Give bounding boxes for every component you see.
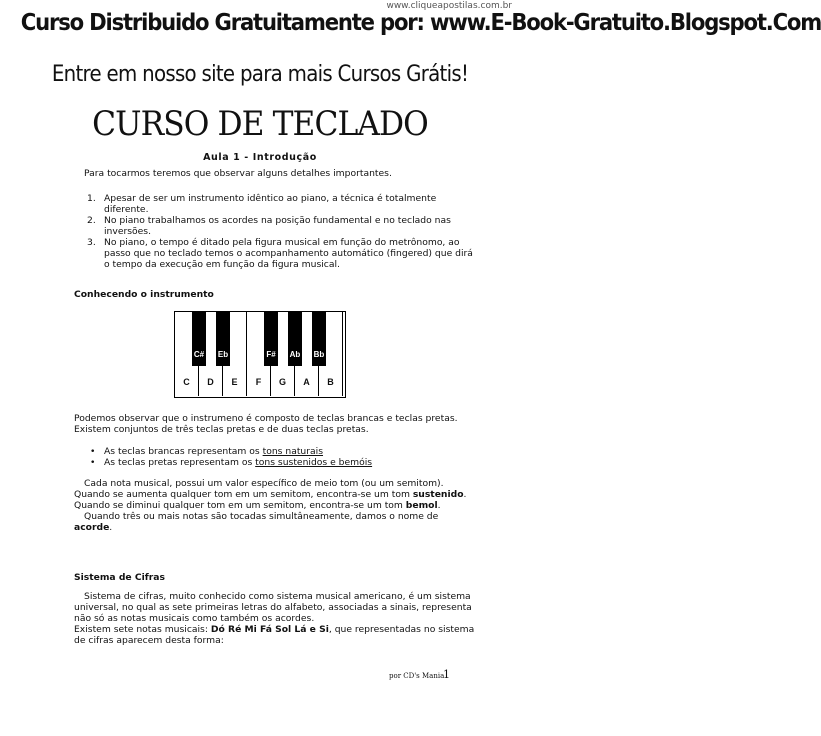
key-label: F#: [266, 350, 276, 359]
list-number: 2.: [87, 215, 96, 226]
footer-credit: por CD's Mania: [389, 672, 445, 680]
banner-line-2: Entre em nosso site para mais Cursos Grátis!: [51, 62, 469, 87]
text: .: [463, 489, 467, 500]
key-label: E: [231, 377, 238, 387]
bold-term: acorde: [74, 522, 110, 533]
paragraph-line: Existem conjuntos de três teclas pretas e de duas teclas pretas.: [74, 424, 369, 435]
key-label: A: [303, 377, 310, 387]
section-heading: Conhecendo o instrumento: [74, 289, 214, 300]
key-label: D: [207, 377, 214, 387]
bullet-icon: •: [90, 457, 96, 468]
list-item-1-line-2: diferente.: [104, 204, 149, 215]
bullet-icon: •: [90, 446, 96, 457]
bullet-underlined-term: tons sustenidos e bemóis: [255, 457, 373, 468]
key-label: F: [255, 377, 262, 387]
keyboard-diagram: [174, 311, 346, 398]
text: , que representadas no sistema: [328, 624, 475, 635]
list-item-3-line-3: o tempo da execução em função da figura musical.: [104, 259, 340, 270]
text: Quando se aumenta qualquer tom em um semitom, encontra-se um tom: [74, 489, 413, 500]
bullet-text: As teclas brancas representam os: [104, 446, 263, 457]
bullet-text: As teclas pretas representam os: [104, 457, 256, 468]
list-number: 1.: [87, 193, 96, 204]
bold-term: bemol: [405, 500, 438, 511]
paragraph-line: Podemos observar que o instrumeno é composto de teclas brancas e teclas pretas.: [74, 413, 458, 424]
paragraph-line: [74, 489, 466, 501]
section-heading: Sistema de Cifras: [74, 572, 165, 583]
list-item-3-line-2: passo que no teclado temos o acompanhamento automático (fingered) que dirá: [104, 248, 473, 259]
paragraph-line: de cifras aparecem desta forma:: [74, 635, 224, 646]
list-item-2-line-1: No piano trabalhamos os acordes na posição fundamental e no teclado nas: [104, 215, 451, 226]
key-label: Ab: [289, 350, 301, 359]
key-label: C: [183, 377, 190, 387]
text: .: [437, 500, 441, 511]
list-number: 3.: [87, 237, 96, 248]
list-item-1-line-1: Apesar de ser um instrumento idêntico ao piano, a técnica é totalmente: [104, 193, 437, 204]
key-label: C#: [193, 350, 205, 359]
key-label: G: [278, 377, 286, 387]
page-title: CURSO DE TECLADO: [92, 104, 428, 144]
black-key-f-sharp: [264, 312, 278, 366]
text: .: [109, 522, 113, 533]
bullet-item: [104, 446, 323, 458]
paragraph-line: [74, 500, 441, 512]
paragraph-line: [74, 624, 474, 636]
paragraph-line: Quando três ou mais notas são tocadas simultâneamente, damos o nome de: [84, 511, 439, 522]
key-label: Eb: [217, 350, 229, 359]
black-key-e-flat: [216, 312, 230, 366]
bullet-underlined-term: tons naturais: [262, 446, 324, 457]
lesson-title: Aula 1 - Introdução: [203, 152, 317, 163]
black-key-c-sharp: [192, 312, 206, 366]
text: Existem sete notas musicais:: [74, 624, 211, 635]
paragraph-line: [74, 522, 112, 534]
paragraph-line: Sistema de cifras, muito conhecido como sistema musical americano, é um sistema: [84, 591, 471, 602]
bold-term: sustenido: [412, 489, 464, 500]
paragraph-line: universal, no qual as sete primeiras letras do alfabeto, associadas a sinais, representa: [74, 602, 472, 613]
list-item-3-line-1: No piano, o tempo é ditado pela figura musical em função do metrônomo, ao: [104, 237, 460, 248]
bullet-item: [104, 457, 372, 469]
paragraph-line: Cada nota musical, possui um valor específico de meio tom (ou um semitom).: [84, 478, 444, 489]
black-key-a-flat: [288, 312, 302, 366]
key-label: Bb: [313, 350, 325, 359]
key-label: B: [327, 377, 334, 387]
paragraph-line: não só as notas musicais como também os acordes.: [74, 613, 315, 624]
list-item-2-line-2: inversões.: [104, 226, 152, 237]
bold-term: Dó Ré Mi Fá Sol Lá e Si: [210, 624, 329, 635]
intro-text: Para tocarmos teremos que observar alguns detalhes importantes.: [84, 168, 392, 179]
page-number: 1: [443, 668, 450, 681]
banner-line-1: Curso Distribuido Gratuitamente por: www.E-Book-Gratuito.Blogspot.Com: [20, 10, 821, 36]
black-key-b-flat: [312, 312, 326, 366]
watermark: www.cliqueapostilas.com.br: [386, 1, 512, 11]
text: Quando se diminui qualquer tom em um semitom, encontra-se um tom: [74, 500, 406, 511]
